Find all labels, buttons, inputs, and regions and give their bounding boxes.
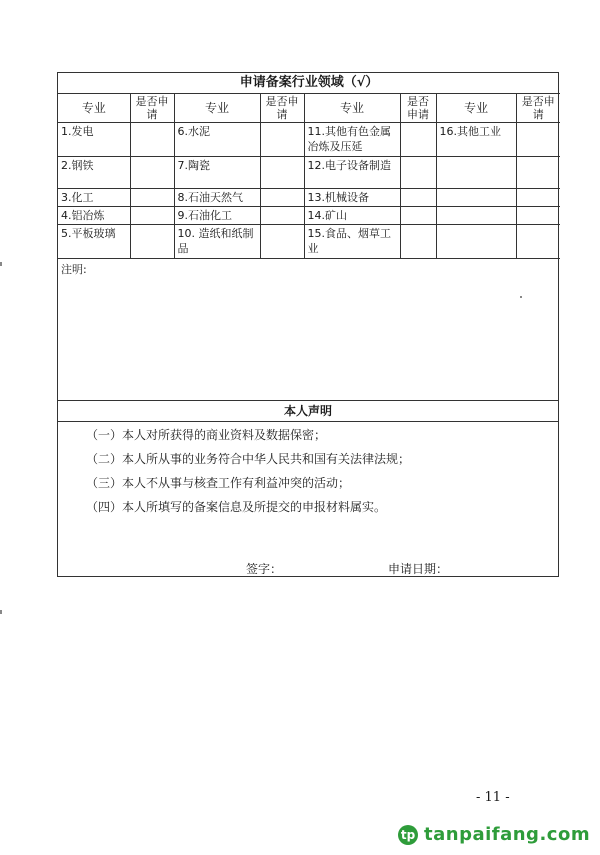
industry-cell: 12.电子设备制造 xyxy=(304,157,400,189)
apply-checkbox-cell[interactable] xyxy=(260,225,304,259)
column-header-specialty: 专业 xyxy=(304,94,400,123)
column-header-apply: 是否申请 xyxy=(516,94,560,123)
industry-cell xyxy=(436,225,516,259)
industry-cell: 16.其他工业 xyxy=(436,123,516,157)
column-header-apply: 是否申请 xyxy=(260,94,304,123)
apply-checkbox-cell[interactable] xyxy=(260,123,304,157)
declaration-item-text: 本人不从事与核查工作有利益冲突的活动； xyxy=(122,476,351,490)
scan-artifact xyxy=(0,262,2,266)
industry-cell: 6.水泥 xyxy=(174,123,260,157)
apply-checkbox-cell[interactable] xyxy=(130,157,174,189)
table-row xyxy=(58,189,560,207)
industry-cell: 5.平板玻璃 xyxy=(58,225,130,259)
declaration-item-number: （二） xyxy=(86,452,123,466)
watermark-logo xyxy=(398,824,590,845)
apply-checkbox-cell[interactable] xyxy=(130,225,174,259)
signature-label[interactable]: 签字： xyxy=(246,562,283,576)
apply-checkbox-cell[interactable] xyxy=(130,123,174,157)
column-header-apply: 是否申请 xyxy=(130,94,174,123)
declaration-item-number: （四） xyxy=(86,500,123,514)
industry-cell xyxy=(436,207,516,225)
table-row xyxy=(58,157,560,189)
scan-artifact xyxy=(520,296,522,298)
declaration-item-text: 本人所从事的业务符合中华人民共和国有关法律法规； xyxy=(122,452,411,466)
leaf-logo-icon: tp xyxy=(398,825,418,845)
industry-cell: 8.石油天然气 xyxy=(174,189,260,207)
industry-cell: 10. 造纸和纸制品 xyxy=(174,225,260,259)
apply-checkbox-cell[interactable] xyxy=(260,207,304,225)
apply-checkbox-cell[interactable] xyxy=(516,123,560,157)
industry-cell: 13.机械设备 xyxy=(304,189,400,207)
application-date-label[interactable]: 申请日期： xyxy=(388,562,449,576)
column-header-specialty: 专业 xyxy=(174,94,260,123)
declaration-body xyxy=(58,422,558,576)
industry-cell xyxy=(436,189,516,207)
page-number: - 11 - xyxy=(476,790,510,805)
industry-cell: 4.铝冶炼 xyxy=(58,207,130,225)
declaration-item xyxy=(86,474,350,491)
section-title: 申请备案行业领域（√） xyxy=(58,73,560,94)
apply-checkbox-cell[interactable] xyxy=(400,207,436,225)
apply-checkbox-cell[interactable] xyxy=(130,207,174,225)
notes-label: 注明: xyxy=(61,263,87,276)
application-form xyxy=(57,72,559,577)
industry-table xyxy=(58,73,560,259)
industry-cell: 15.食品、烟草工业 xyxy=(304,225,400,259)
declaration-item xyxy=(86,426,326,443)
declaration-title: 本人声明 xyxy=(58,401,558,422)
declaration-item xyxy=(86,498,386,515)
apply-checkbox-cell[interactable] xyxy=(516,157,560,189)
apply-checkbox-cell[interactable] xyxy=(400,189,436,207)
column-header-apply: 是否申请 xyxy=(400,94,436,123)
apply-checkbox-cell[interactable] xyxy=(130,189,174,207)
apply-checkbox-cell[interactable] xyxy=(516,189,560,207)
declaration-item xyxy=(86,450,410,467)
apply-checkbox-cell[interactable] xyxy=(516,225,560,259)
column-header-specialty: 专业 xyxy=(58,94,130,123)
notes-field[interactable] xyxy=(58,259,558,401)
industry-cell: 11.其他有色金属冶炼及压延 xyxy=(304,123,400,157)
apply-checkbox-cell[interactable] xyxy=(516,207,560,225)
apply-checkbox-cell[interactable] xyxy=(400,225,436,259)
scan-artifact xyxy=(0,610,2,614)
declaration-item-text: 本人对所获得的商业资料及数据保密； xyxy=(122,428,327,442)
table-row xyxy=(58,225,560,259)
declaration-item-number: （一） xyxy=(86,428,123,442)
watermark-site-name: tanpaifang.com xyxy=(424,824,591,845)
industry-cell: 7.陶瓷 xyxy=(174,157,260,189)
industry-cell: 1.发电 xyxy=(58,123,130,157)
column-header-specialty: 专业 xyxy=(436,94,516,123)
apply-checkbox-cell[interactable] xyxy=(260,189,304,207)
apply-checkbox-cell[interactable] xyxy=(400,123,436,157)
table-row xyxy=(58,207,560,225)
table-row xyxy=(58,123,560,157)
industry-cell: 3.化工 xyxy=(58,189,130,207)
header-row xyxy=(58,94,560,123)
declaration-item-text: 本人所填写的备案信息及所提交的申报材料属实。 xyxy=(122,500,387,514)
industry-cell: 14.矿山 xyxy=(304,207,400,225)
declaration-item-number: （三） xyxy=(86,476,123,490)
industry-cell xyxy=(436,157,516,189)
industry-cell: 9.石油化工 xyxy=(174,207,260,225)
apply-checkbox-cell[interactable] xyxy=(260,157,304,189)
industry-cell: 2.钢铁 xyxy=(58,157,130,189)
apply-checkbox-cell[interactable] xyxy=(400,157,436,189)
